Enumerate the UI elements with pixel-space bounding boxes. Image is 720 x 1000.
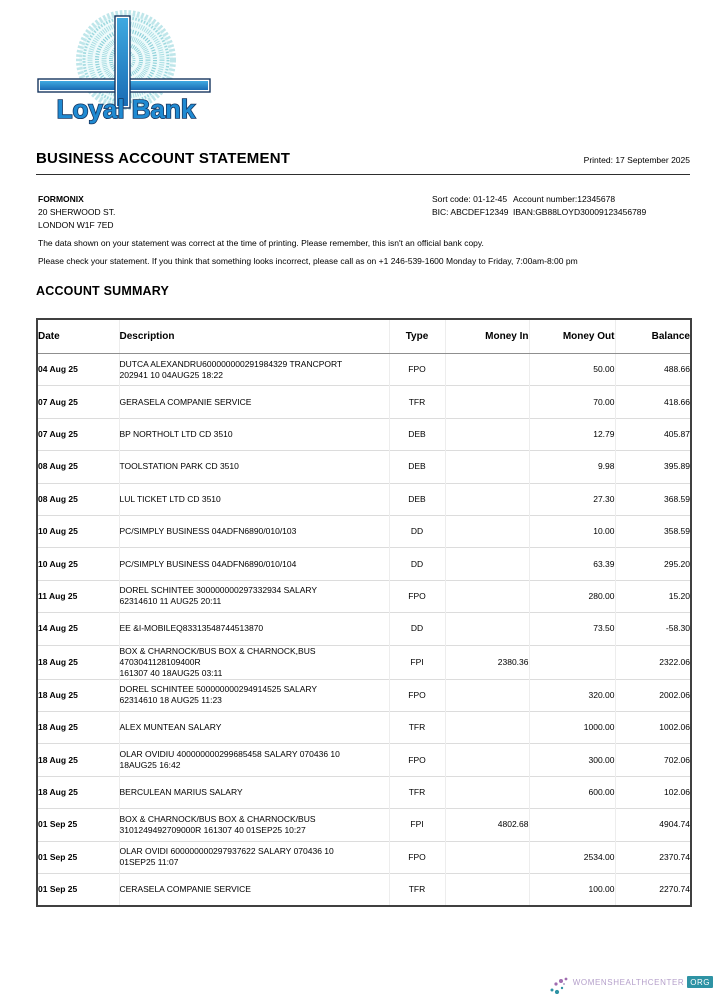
cell-money-in <box>445 776 529 808</box>
cell-money-in <box>445 515 529 547</box>
cell-money-out: 10.00 <box>529 515 615 547</box>
cell-date: 18 Aug 25 <box>37 645 119 679</box>
cell-type: DD <box>389 515 445 547</box>
bank-logo-graphic <box>28 10 224 126</box>
table-row <box>37 645 691 679</box>
cell-date: 14 Aug 25 <box>37 613 119 645</box>
cell-money-in <box>445 712 529 744</box>
account-summary-heading: ACCOUNT SUMMARY <box>36 284 170 298</box>
cell-type: TFR <box>389 712 445 744</box>
cell-balance: 368.59 <box>615 483 691 515</box>
cell-description: LUL TICKET LTD CD 3510 <box>119 483 389 515</box>
notice-line1: The data shown on your statement was correct at the time of printing. Please remember, this isn't an official bank copy. <box>38 238 484 248</box>
cell-balance: 405.87 <box>615 418 691 450</box>
bic: BIC: ABCDEF12349 <box>432 206 509 217</box>
cell-type: FPO <box>389 354 445 386</box>
cell-money-out: 27.30 <box>529 483 615 515</box>
cell-description: BOX & CHARNOCK/BUS BOX & CHARNOCK,BUS 4703041128109400R 161307 40 18AUG25 03:11 <box>119 645 389 679</box>
cell-money-out: 73.50 <box>529 613 615 645</box>
cell-type: FPI <box>389 809 445 841</box>
table-row <box>37 841 691 873</box>
statement-notice <box>38 238 690 274</box>
cell-balance: 15.20 <box>615 580 691 612</box>
table-row <box>37 874 691 907</box>
cell-date: 18 Aug 25 <box>37 679 119 711</box>
cell-money-out <box>529 809 615 841</box>
account-number: Account number:12345678 <box>513 194 616 204</box>
table-row <box>37 515 691 547</box>
watermark-text: WOMENSHEALTHCENTER <box>572 977 685 987</box>
cell-date: 01 Sep 25 <box>37 874 119 907</box>
cell-type: FPO <box>389 841 445 873</box>
cell-date: 11 Aug 25 <box>37 580 119 612</box>
table-row <box>37 712 691 744</box>
cell-money-out: 280.00 <box>529 580 615 612</box>
cell-date: 18 Aug 25 <box>37 712 119 744</box>
cell-type: DEB <box>389 451 445 483</box>
cell-balance: 2322.06 <box>615 645 691 679</box>
table-row <box>37 744 691 776</box>
watermark-dots-icon <box>549 970 571 994</box>
cell-date: 01 Sep 25 <box>37 841 119 873</box>
cell-balance: 1002.06 <box>615 712 691 744</box>
cell-description: BERCULEAN MARIUS SALARY <box>119 776 389 808</box>
cell-type: DD <box>389 548 445 580</box>
cell-balance: 418.66 <box>615 386 691 418</box>
cell-description: OLAR OVIDI 600000000297937622 SALARY 070436 10 01SEP25 11:07 <box>119 841 389 873</box>
cell-description: GERASELA COMPANIE SERVICE <box>119 386 389 418</box>
cell-money-in <box>445 483 529 515</box>
bank-name: Loyal Bank <box>56 94 196 124</box>
cell-money-in <box>445 386 529 418</box>
cell-money-in <box>445 841 529 873</box>
table-row <box>37 809 691 841</box>
cell-description: PC/SIMPLY BUSINESS 04ADFN6890/010/103 <box>119 515 389 547</box>
cell-money-out: 300.00 <box>529 744 615 776</box>
cell-description: BP NORTHOLT LTD CD 3510 <box>119 418 389 450</box>
account-details-line1 <box>432 193 646 206</box>
table-row <box>37 679 691 711</box>
watermark <box>549 970 713 994</box>
column-header-description: Description <box>119 319 389 354</box>
cell-balance: 102.06 <box>615 776 691 808</box>
table-row <box>37 451 691 483</box>
cell-type: TFR <box>389 874 445 907</box>
cell-balance: 2002.06 <box>615 679 691 711</box>
cell-balance: 2270.74 <box>615 874 691 907</box>
cell-date: 08 Aug 25 <box>37 483 119 515</box>
cell-date: 07 Aug 25 <box>37 386 119 418</box>
cell-type: DEB <box>389 483 445 515</box>
account-details-line2 <box>432 206 646 219</box>
cell-money-out: 2534.00 <box>529 841 615 873</box>
cell-description: PC/SIMPLY BUSINESS 04ADFN6890/010/104 <box>119 548 389 580</box>
column-header-money-out: Money Out <box>529 319 615 354</box>
table-row <box>37 548 691 580</box>
watermark-badge: ORG <box>687 976 713 988</box>
table-row <box>37 418 691 450</box>
cell-description: CERASELA COMPANIE SERVICE <box>119 874 389 907</box>
cell-money-in <box>445 679 529 711</box>
cell-type: FPO <box>389 679 445 711</box>
cell-money-in <box>445 874 529 907</box>
cell-money-in: 2380.36 <box>445 645 529 679</box>
account-details-block <box>432 193 646 219</box>
title-row <box>36 150 690 175</box>
cell-money-in <box>445 580 529 612</box>
cell-type: DD <box>389 613 445 645</box>
cell-balance: -58.30 <box>615 613 691 645</box>
cell-type: DEB <box>389 418 445 450</box>
cell-description: TOOLSTATION PARK CD 3510 <box>119 451 389 483</box>
cell-date: 07 Aug 25 <box>37 418 119 450</box>
cell-money-out: 600.00 <box>529 776 615 808</box>
cell-money-out: 100.00 <box>529 874 615 907</box>
account-holder-block <box>38 193 115 231</box>
account-holder-address1: 20 SHERWOOD ST. <box>38 206 116 217</box>
cell-description: DOREL SCHINTEE 300000000297332934 SALARY 62314610 11 AUG25 20:11 <box>119 580 389 612</box>
cell-date: 10 Aug 25 <box>37 515 119 547</box>
cell-balance: 295.20 <box>615 548 691 580</box>
bank-logo <box>28 10 224 126</box>
cell-date: 10 Aug 25 <box>37 548 119 580</box>
cell-description: EE &I-MOBILEQ83313548744513870 <box>119 613 389 645</box>
cell-description: BOX & CHARNOCK/BUS BOX & CHARNOCK/BUS 3101249492709000R 161307 40 01SEP25 10:27 <box>119 809 389 841</box>
cell-date: 18 Aug 25 <box>37 744 119 776</box>
cell-date: 18 Aug 25 <box>37 776 119 808</box>
statement-table-body <box>37 354 691 907</box>
statement-table <box>36 318 692 907</box>
cell-money-in <box>445 451 529 483</box>
cell-date: 04 Aug 25 <box>37 354 119 386</box>
cell-type: FPO <box>389 580 445 612</box>
page-title: BUSINESS ACCOUNT STATEMENT <box>36 150 291 167</box>
cell-money-in <box>445 548 529 580</box>
cell-balance: 488.66 <box>615 354 691 386</box>
cell-money-out: 12.79 <box>529 418 615 450</box>
account-holder-address2: LONDON W1F 7ED <box>38 219 114 230</box>
cell-description: ALEX MUNTEAN SALARY <box>119 712 389 744</box>
cell-description: DUTCA ALEXANDRU600000000291984329 TRANCPORT 202941 10 04AUG25 18:22 <box>119 354 389 386</box>
cell-money-out: 70.00 <box>529 386 615 418</box>
column-header-money-in: Money In <box>445 319 529 354</box>
cell-date: 01 Sep 25 <box>37 809 119 841</box>
cell-type: FPI <box>389 645 445 679</box>
table-row <box>37 354 691 386</box>
cell-money-out <box>529 645 615 679</box>
cell-money-in <box>445 354 529 386</box>
cell-money-in: 4802.68 <box>445 809 529 841</box>
table-row <box>37 776 691 808</box>
cell-money-out: 63.39 <box>529 548 615 580</box>
notice-line2: Please check your statement. If you think that something looks incorrect, please call as on +1 246-539-1600 Monday to Friday, 7:00am-8:00 pm <box>38 256 578 266</box>
cell-description: DOREL SCHINTEE 500000000294914525 SALARY 62314610 18 AUG25 11:23 <box>119 679 389 711</box>
cell-balance: 4904.74 <box>615 809 691 841</box>
cell-money-out: 9.98 <box>529 451 615 483</box>
cell-money-in <box>445 418 529 450</box>
table-row <box>37 483 691 515</box>
cell-date: 08 Aug 25 <box>37 451 119 483</box>
column-header-type: Type <box>389 319 445 354</box>
statement-table-header <box>37 319 691 354</box>
cell-money-out: 50.00 <box>529 354 615 386</box>
cell-balance: 2370.74 <box>615 841 691 873</box>
table-row <box>37 580 691 612</box>
cell-balance: 358.59 <box>615 515 691 547</box>
iban: IBAN:GB88LOYD30009123456789 <box>513 206 647 217</box>
cell-money-out: 1000.00 <box>529 712 615 744</box>
cell-money-out: 320.00 <box>529 679 615 711</box>
cell-description: OLAR OVIDIU 400000000299685458 SALARY 070436 10 18AUG25 16:42 <box>119 744 389 776</box>
printed-date: Printed: 17 September 2025 <box>583 155 690 165</box>
table-row <box>37 613 691 645</box>
sort-code: Sort code: 01-12-45 <box>432 194 508 204</box>
cell-money-in <box>445 744 529 776</box>
cell-money-in <box>445 613 529 645</box>
cell-balance: 395.89 <box>615 451 691 483</box>
cell-balance: 702.06 <box>615 744 691 776</box>
cell-type: FPO <box>389 744 445 776</box>
cell-type: TFR <box>389 386 445 418</box>
column-header-date: Date <box>37 319 119 354</box>
cell-type: TFR <box>389 776 445 808</box>
account-holder-name: FORMONIX <box>38 194 84 204</box>
table-row <box>37 386 691 418</box>
column-header-balance: Balance <box>615 319 691 354</box>
